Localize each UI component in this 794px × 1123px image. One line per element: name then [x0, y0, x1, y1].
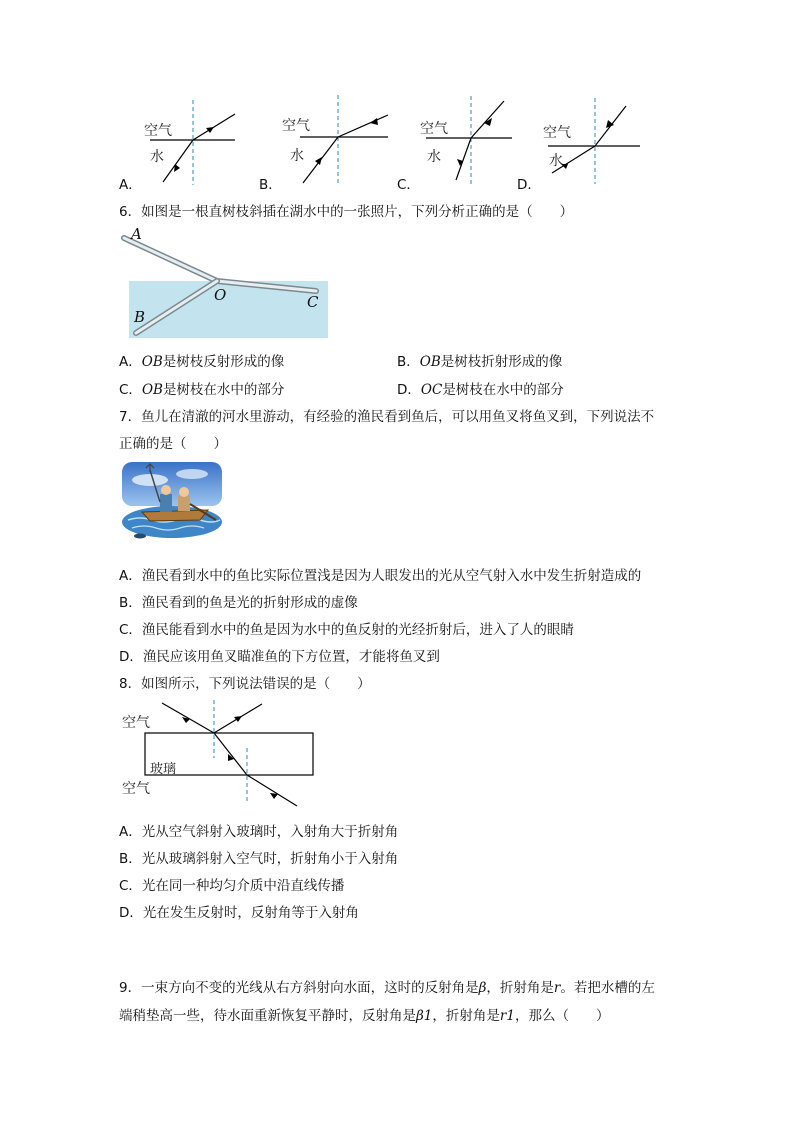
q6-label-b: B [134, 308, 146, 326]
q6-option-d[interactable] [397, 378, 564, 398]
q7-option-d[interactable]: D．渔民应该用鱼叉瞄准鱼的下方位置，才能将鱼叉到 [119, 649, 440, 665]
q5-diagram-d-svg [540, 98, 650, 193]
q6-option-c-text: 是树枝在水中的部分 [162, 382, 285, 398]
q6-label-c: C [307, 293, 319, 311]
q8-air-top-label: 空气 [122, 715, 150, 731]
q7-option-b[interactable]: B．渔民看到的鱼是光的折射形成的虚像 [119, 595, 358, 611]
q8-option-b[interactable]: B．光从玻璃斜射入空气时，折射角小于入射角 [119, 851, 399, 867]
q6-option-c[interactable] [119, 378, 284, 398]
q9-line2-a: 端稍垫高一些，待水面重新恢复平静时，反射角是 [119, 1008, 416, 1024]
q8-option-d[interactable]: D．光在发生反射时，反射角等于入射角 [119, 905, 359, 921]
q6-stem: 6．如图是一根直树枝斜插在湖水中的一张照片，下列分析正确的是（ ） [119, 204, 574, 220]
q7-stem-line2: 正确的是（ ） [119, 436, 227, 452]
q6-option-a-var: OB [141, 354, 163, 370]
q5-diagram-b-svg [280, 95, 410, 190]
q9-r1: r1 [499, 1008, 515, 1024]
q5-d-letter: D． [517, 177, 541, 193]
q6-label-o: O [214, 286, 227, 304]
q7-option-a[interactable]: A．渔民看到水中的鱼比实际位置浅是因为人眼发出的光从空气射入水中发生折射造成的 [119, 568, 642, 584]
q5-c-water-label: 水 [427, 149, 441, 165]
q7-stem-line1: 7．鱼儿在清澈的河水里游动，有经验的渔民看到鱼后，可以用鱼叉将鱼叉到，下列说法不 [119, 409, 655, 425]
q6-option-c-var: OB [141, 382, 163, 398]
q9-r: r [553, 980, 561, 996]
q9-line1-c: 。若把水槽的左 [560, 980, 655, 996]
q5-b-air-label: 空气 [282, 118, 310, 134]
q7-fisherman-illustration [120, 462, 224, 542]
q5-c-letter: C． [397, 177, 420, 193]
q6-option-a[interactable] [119, 350, 284, 370]
q6-option-d-text: 是树枝在水中的部分 [442, 382, 564, 398]
q9-line2-b: ，折射角是 [432, 1008, 500, 1024]
q6-option-b-var: OB [419, 354, 441, 370]
q9-stem-line2 [119, 1004, 609, 1024]
q6-option-c-prefix: C． [119, 382, 142, 398]
q9-line1-a: 9．一束方向不变的光线从右方斜射向水面，这时的反射角是 [119, 980, 479, 996]
q8-figure-svg [140, 698, 340, 813]
q6-option-b[interactable] [397, 350, 562, 370]
q7-option-c[interactable]: C．渔民能看到水中的鱼是因为水中的鱼反射的光经折射后，进入了人的眼睛 [119, 622, 574, 638]
q8-air-bottom-label: 空气 [122, 781, 150, 797]
q8-glass-label: 玻璃 [150, 762, 177, 777]
q6-label-a: A [131, 225, 142, 243]
q5-d-water-label: 水 [549, 153, 563, 169]
q5-b-letter: B． [259, 177, 282, 193]
q8-option-c[interactable]: C．光在同一种均匀介质中沿直线传播 [119, 878, 345, 894]
q9-beta: β [478, 980, 487, 996]
q5-a-air-label: 空气 [144, 123, 172, 139]
q6-option-b-text: 是树枝折射形成的像 [440, 354, 563, 370]
q9-stem-line1 [119, 976, 655, 996]
q6-option-a-text: 是树枝反射形成的像 [162, 354, 285, 370]
q6-option-a-prefix: A． [119, 354, 142, 370]
q6-option-d-prefix: D． [397, 382, 421, 398]
q9-beta1: β1 [416, 1008, 433, 1024]
q6-option-b-prefix: B． [397, 354, 420, 370]
q6-figure-svg [120, 222, 340, 342]
q6-option-d-var: OC [420, 382, 443, 398]
q5-a-water-label: 水 [150, 149, 164, 165]
q8-option-a[interactable]: A．光从空气斜射入玻璃时，入射角大于折射角 [119, 824, 399, 840]
q8-stem: 8．如图所示，下列说法错误的是（ ） [119, 676, 371, 692]
q5-diagram-c-svg [412, 96, 522, 191]
q5-b-water-label: 水 [290, 148, 304, 164]
q5-d-air-label: 空气 [543, 125, 571, 141]
q9-line1-b: ，折射角是 [486, 980, 554, 996]
q5-c-air-label: 空气 [420, 121, 448, 137]
q5-diagram-a-svg [130, 100, 250, 190]
q9-line2-c: ，那么（ ） [514, 1008, 610, 1024]
q5-a-letter: A． [119, 177, 142, 193]
